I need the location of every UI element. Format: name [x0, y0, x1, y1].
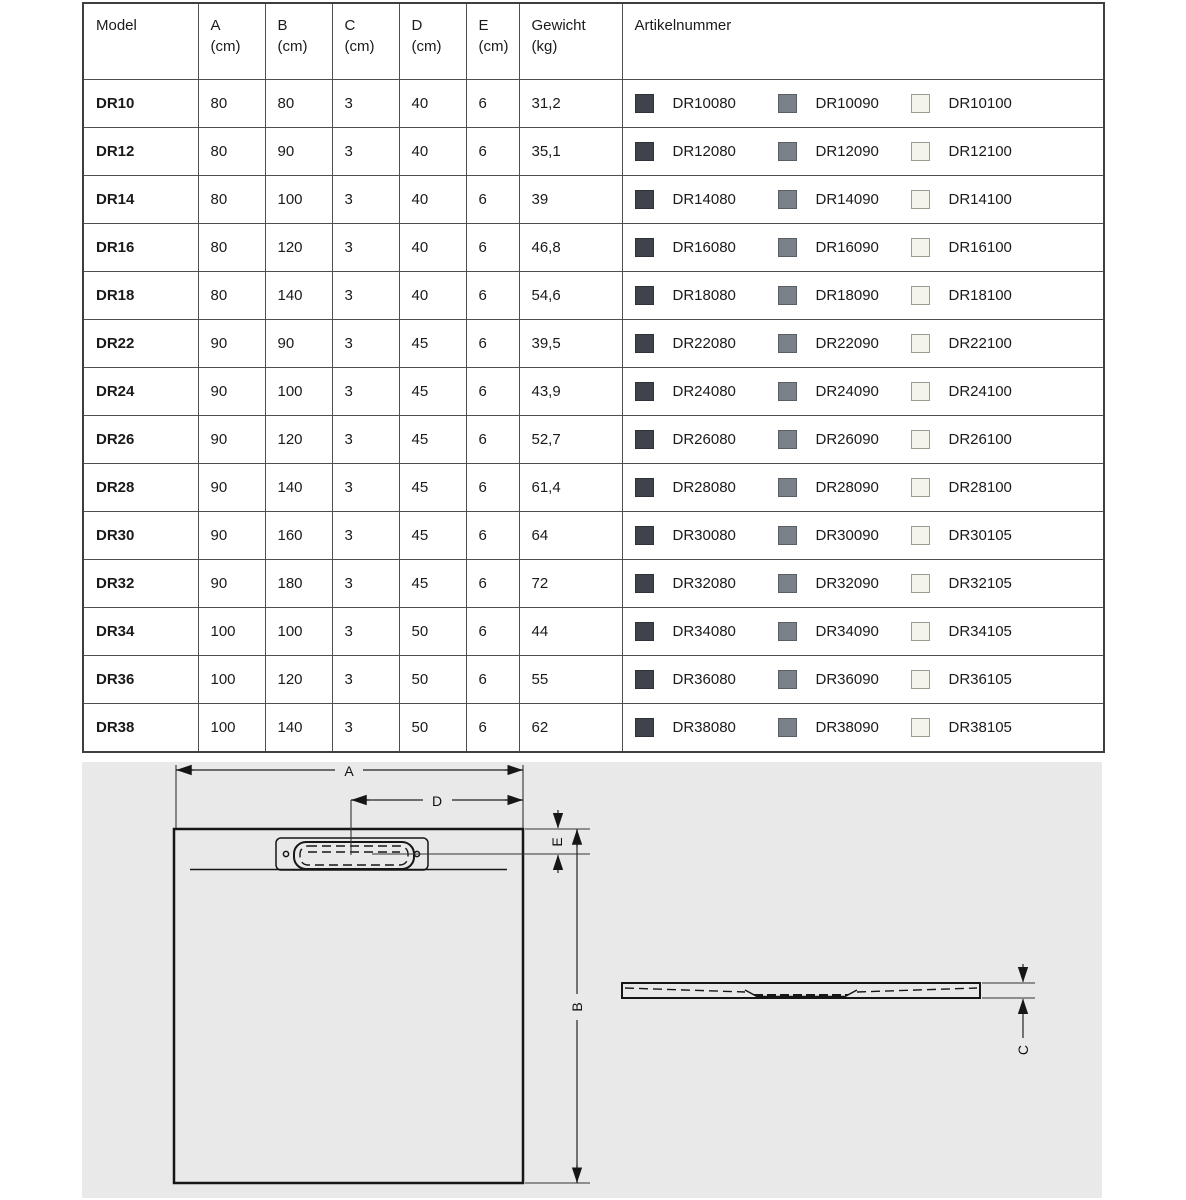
gray-color-swatch-icon [778, 718, 797, 737]
dim-e-cell: 6 [466, 128, 519, 176]
profile-slope-left [625, 988, 745, 992]
technical-drawing-panel [82, 762, 1102, 1198]
model-cell: DR24 [83, 368, 198, 416]
white-color-swatch-icon [911, 94, 930, 113]
article-cell [622, 128, 1104, 176]
article-item [911, 190, 1012, 209]
article-item [778, 142, 911, 161]
article-item [778, 190, 911, 209]
article-list [635, 142, 1104, 161]
article-item [778, 718, 911, 737]
article-list [635, 382, 1104, 401]
article-number: DR28090 [815, 479, 879, 496]
dim-e-cell: 6 [466, 368, 519, 416]
dim-e-cell: 6 [466, 464, 519, 512]
article-item [911, 286, 1012, 305]
article-cell [622, 416, 1104, 464]
dim-b-cell: 140 [265, 272, 332, 320]
dim-d-cell: 40 [399, 128, 466, 176]
article-number: DR22090 [815, 335, 879, 352]
article-cell [622, 320, 1104, 368]
weight-cell: 43,9 [519, 368, 622, 416]
col-header-weight: Gewicht (kg) [519, 3, 622, 80]
drain-screw-left-icon [283, 851, 288, 856]
dim-d-cell: 50 [399, 704, 466, 753]
dim-c-cell: 3 [332, 416, 399, 464]
spec-table-header [83, 3, 1104, 80]
anthracite-color-swatch-icon [635, 718, 654, 737]
article-number: DR16080 [672, 239, 736, 256]
model-cell: DR16 [83, 224, 198, 272]
col-header-b: B (cm) [265, 3, 332, 80]
article-cell [622, 512, 1104, 560]
model-cell: DR26 [83, 416, 198, 464]
dim-label-d: D [431, 793, 443, 809]
white-color-swatch-icon [911, 718, 930, 737]
spec-table-body [83, 80, 1104, 753]
dim-c-cell: 3 [332, 512, 399, 560]
article-item [635, 622, 778, 641]
article-list [635, 334, 1104, 353]
dim-d-cell: 45 [399, 368, 466, 416]
article-number: DR36090 [815, 671, 879, 688]
article-number: DR16100 [948, 239, 1012, 256]
gray-color-swatch-icon [778, 94, 797, 113]
dim-label-e: E [549, 837, 565, 847]
article-item [911, 238, 1012, 257]
table-row [83, 560, 1104, 608]
anthracite-color-swatch-icon [635, 238, 654, 257]
white-color-swatch-icon [911, 238, 930, 257]
dim-c-cell: 3 [332, 704, 399, 753]
dim-a-cell: 80 [198, 128, 265, 176]
article-item [778, 670, 911, 689]
model-cell: DR32 [83, 560, 198, 608]
article-number: DR10100 [948, 95, 1012, 112]
article-item [911, 334, 1012, 353]
weight-cell: 52,7 [519, 416, 622, 464]
spec-table [82, 2, 1105, 753]
gray-color-swatch-icon [778, 574, 797, 593]
article-item [911, 94, 1012, 113]
dim-b-cell: 100 [265, 608, 332, 656]
dim-e-cell: 6 [466, 704, 519, 753]
article-item [635, 286, 778, 305]
dim-a-cell: 90 [198, 320, 265, 368]
weight-cell: 54,6 [519, 272, 622, 320]
drain-cover-dashed [300, 846, 408, 865]
col-header-a: A (cm) [198, 3, 265, 80]
article-item [911, 382, 1012, 401]
table-row [83, 128, 1104, 176]
dim-a-cell: 80 [198, 80, 265, 128]
dim-c-cell: 3 [332, 80, 399, 128]
dim-b-cell: 120 [265, 416, 332, 464]
dim-label-b: B [569, 1002, 585, 1012]
article-number: DR34080 [672, 623, 736, 640]
white-color-swatch-icon [911, 334, 930, 353]
article-number: DR12100 [948, 143, 1012, 160]
article-cell [622, 368, 1104, 416]
dim-b-cell: 140 [265, 464, 332, 512]
header-row [83, 3, 1104, 80]
article-number: DR30080 [672, 527, 736, 544]
technical-drawing [82, 762, 1102, 1198]
article-number: DR36105 [948, 671, 1012, 688]
article-number: DR38080 [672, 719, 736, 736]
table-row [83, 80, 1104, 128]
article-number: DR22100 [948, 335, 1012, 352]
article-item [778, 430, 911, 449]
dim-b-cell: 160 [265, 512, 332, 560]
gray-color-swatch-icon [778, 238, 797, 257]
dim-c-cell: 3 [332, 128, 399, 176]
anthracite-color-swatch-icon [635, 190, 654, 209]
dim-a-cell: 90 [198, 464, 265, 512]
gray-color-swatch-icon [778, 382, 797, 401]
dim-b-cell: 90 [265, 320, 332, 368]
article-number: DR32105 [948, 575, 1012, 592]
table-row [83, 608, 1104, 656]
article-list [635, 718, 1104, 737]
anthracite-color-swatch-icon [635, 334, 654, 353]
article-item [635, 190, 778, 209]
article-cell [622, 176, 1104, 224]
gray-color-swatch-icon [778, 670, 797, 689]
gray-color-swatch-icon [778, 286, 797, 305]
anthracite-color-swatch-icon [635, 286, 654, 305]
article-item [911, 718, 1012, 737]
weight-cell: 39,5 [519, 320, 622, 368]
dim-c-cell: 3 [332, 656, 399, 704]
article-item [911, 574, 1012, 593]
anthracite-color-swatch-icon [635, 382, 654, 401]
dim-a-cell: 100 [198, 704, 265, 753]
article-item [635, 142, 778, 161]
weight-cell: 64 [519, 512, 622, 560]
weight-cell: 62 [519, 704, 622, 753]
article-item [635, 334, 778, 353]
dim-e-cell: 6 [466, 560, 519, 608]
article-item [778, 526, 911, 545]
dim-d-cell: 50 [399, 656, 466, 704]
tray-outline [174, 829, 523, 1183]
dim-d-cell: 50 [399, 608, 466, 656]
article-number: DR14080 [672, 191, 736, 208]
article-number: DR10080 [672, 95, 736, 112]
dim-e-cell: 6 [466, 80, 519, 128]
article-number: DR32090 [815, 575, 879, 592]
article-number: DR26100 [948, 431, 1012, 448]
article-item [635, 670, 778, 689]
dim-b-cell: 120 [265, 656, 332, 704]
article-item [778, 334, 911, 353]
model-cell: DR38 [83, 704, 198, 753]
article-number: DR30105 [948, 527, 1012, 544]
article-number: DR16090 [815, 239, 879, 256]
model-cell: DR14 [83, 176, 198, 224]
gray-color-swatch-icon [778, 526, 797, 545]
article-item [778, 94, 911, 113]
article-number: DR30090 [815, 527, 879, 544]
dim-e-cell: 6 [466, 512, 519, 560]
article-number: DR12090 [815, 143, 879, 160]
article-number: DR28080 [672, 479, 736, 496]
weight-cell: 35,1 [519, 128, 622, 176]
article-item [911, 142, 1012, 161]
col-header-articlenumber: Artikelnummer [622, 3, 1104, 80]
dim-a-cell: 100 [198, 608, 265, 656]
dim-a-cell: 80 [198, 176, 265, 224]
dim-a-cell: 90 [198, 368, 265, 416]
dim-a-cell: 90 [198, 560, 265, 608]
article-item [635, 94, 778, 113]
anthracite-color-swatch-icon [635, 142, 654, 161]
article-item [635, 526, 778, 545]
profile-slope-right [857, 988, 977, 992]
top-view-drawing [174, 763, 590, 1183]
article-list [635, 238, 1104, 257]
dim-c-cell: 3 [332, 176, 399, 224]
white-color-swatch-icon [911, 382, 930, 401]
table-row [83, 368, 1104, 416]
article-cell [622, 224, 1104, 272]
dim-e-cell: 6 [466, 320, 519, 368]
table-row [83, 272, 1104, 320]
dim-c-cell: 3 [332, 560, 399, 608]
article-number: DR10090 [815, 95, 879, 112]
dim-e-cell: 6 [466, 416, 519, 464]
dim-c-cell: 3 [332, 320, 399, 368]
dim-b-cell: 80 [265, 80, 332, 128]
dim-a-cell: 100 [198, 656, 265, 704]
table-row [83, 704, 1104, 753]
article-item [778, 238, 911, 257]
model-cell: DR30 [83, 512, 198, 560]
anthracite-color-swatch-icon [635, 478, 654, 497]
article-item [911, 526, 1012, 545]
table-row [83, 464, 1104, 512]
dim-c-cell: 3 [332, 608, 399, 656]
article-number: DR22080 [672, 335, 736, 352]
weight-cell: 44 [519, 608, 622, 656]
article-cell [622, 704, 1104, 753]
dim-c-cell: 3 [332, 368, 399, 416]
article-list [635, 478, 1104, 497]
dim-label-c: C [1015, 1044, 1031, 1056]
article-list [635, 526, 1104, 545]
article-item [778, 574, 911, 593]
side-view-drawing [622, 964, 1035, 1055]
dim-c-cell: 3 [332, 464, 399, 512]
table-row [83, 320, 1104, 368]
weight-cell: 61,4 [519, 464, 622, 512]
article-number: DR24100 [948, 383, 1012, 400]
dim-e-cell: 6 [466, 656, 519, 704]
dim-a-cell: 90 [198, 512, 265, 560]
article-number: DR24090 [815, 383, 879, 400]
article-item [911, 478, 1012, 497]
dim-c-cell: 3 [332, 272, 399, 320]
dim-a-cell: 80 [198, 272, 265, 320]
model-cell: DR36 [83, 656, 198, 704]
article-list [635, 190, 1104, 209]
dim-b-cell: 120 [265, 224, 332, 272]
article-cell [622, 80, 1104, 128]
article-cell [622, 656, 1104, 704]
article-cell [622, 560, 1104, 608]
article-number: DR14100 [948, 191, 1012, 208]
white-color-swatch-icon [911, 478, 930, 497]
anthracite-color-swatch-icon [635, 94, 654, 113]
weight-cell: 55 [519, 656, 622, 704]
weight-cell: 72 [519, 560, 622, 608]
dim-c-cell: 3 [332, 224, 399, 272]
article-item [635, 430, 778, 449]
article-item [778, 478, 911, 497]
article-number: DR28100 [948, 479, 1012, 496]
model-cell: DR28 [83, 464, 198, 512]
dim-d-cell: 40 [399, 176, 466, 224]
dim-e-cell: 6 [466, 224, 519, 272]
article-number: DR24080 [672, 383, 736, 400]
model-cell: DR10 [83, 80, 198, 128]
dim-b-cell: 100 [265, 368, 332, 416]
article-item [635, 478, 778, 497]
article-number: DR18090 [815, 287, 879, 304]
dim-d-cell: 40 [399, 224, 466, 272]
article-cell [622, 272, 1104, 320]
dim-e-cell: 6 [466, 272, 519, 320]
article-item [911, 622, 1012, 641]
article-number: DR38105 [948, 719, 1012, 736]
model-cell: DR18 [83, 272, 198, 320]
article-item [778, 382, 911, 401]
dim-d-cell: 45 [399, 464, 466, 512]
model-cell: DR22 [83, 320, 198, 368]
weight-cell: 31,2 [519, 80, 622, 128]
table-row [83, 656, 1104, 704]
dim-b-cell: 180 [265, 560, 332, 608]
article-number: DR26090 [815, 431, 879, 448]
article-number: DR26080 [672, 431, 736, 448]
dim-b-cell: 140 [265, 704, 332, 753]
model-cell: DR34 [83, 608, 198, 656]
weight-cell: 46,8 [519, 224, 622, 272]
article-number: DR12080 [672, 143, 736, 160]
dim-b-cell: 90 [265, 128, 332, 176]
dim-d-cell: 40 [399, 272, 466, 320]
article-list [635, 622, 1104, 641]
dim-e-cell: 6 [466, 176, 519, 224]
article-item [635, 574, 778, 593]
white-color-swatch-icon [911, 670, 930, 689]
dim-a-cell: 80 [198, 224, 265, 272]
article-number: DR14090 [815, 191, 879, 208]
anthracite-color-swatch-icon [635, 670, 654, 689]
article-cell [622, 608, 1104, 656]
article-item [635, 382, 778, 401]
article-number: DR38090 [815, 719, 879, 736]
white-color-swatch-icon [911, 622, 930, 641]
article-item [911, 430, 1012, 449]
model-cell: DR12 [83, 128, 198, 176]
article-item [778, 622, 911, 641]
white-color-swatch-icon [911, 526, 930, 545]
gray-color-swatch-icon [778, 430, 797, 449]
article-number: DR36080 [672, 671, 736, 688]
article-number: DR34105 [948, 623, 1012, 640]
article-item [778, 286, 911, 305]
gray-color-swatch-icon [778, 334, 797, 353]
article-item [635, 238, 778, 257]
col-header-c: C (cm) [332, 3, 399, 80]
white-color-swatch-icon [911, 430, 930, 449]
article-list [635, 94, 1104, 113]
article-number: DR18100 [948, 287, 1012, 304]
white-color-swatch-icon [911, 190, 930, 209]
article-number: DR18080 [672, 287, 736, 304]
gray-color-swatch-icon [778, 190, 797, 209]
col-header-model: Model [83, 3, 198, 80]
table-row [83, 176, 1104, 224]
dim-d-cell: 40 [399, 80, 466, 128]
dim-d-cell: 45 [399, 416, 466, 464]
col-header-d: D (cm) [399, 3, 466, 80]
dim-d-cell: 45 [399, 560, 466, 608]
white-color-swatch-icon [911, 574, 930, 593]
dim-b-cell: 100 [265, 176, 332, 224]
dim-a-cell: 90 [198, 416, 265, 464]
article-item [911, 670, 1012, 689]
anthracite-color-swatch-icon [635, 622, 654, 641]
anthracite-color-swatch-icon [635, 430, 654, 449]
article-cell [622, 464, 1104, 512]
dim-e-cell: 6 [466, 608, 519, 656]
article-list [635, 286, 1104, 305]
anthracite-color-swatch-icon [635, 574, 654, 593]
gray-color-swatch-icon [778, 478, 797, 497]
article-list [635, 574, 1104, 593]
gray-color-swatch-icon [778, 142, 797, 161]
table-row [83, 416, 1104, 464]
table-row [83, 512, 1104, 560]
article-number: DR34090 [815, 623, 879, 640]
dim-label-a: A [344, 763, 354, 779]
article-item [635, 718, 778, 737]
white-color-swatch-icon [911, 286, 930, 305]
white-color-swatch-icon [911, 142, 930, 161]
weight-cell: 39 [519, 176, 622, 224]
anthracite-color-swatch-icon [635, 526, 654, 545]
dim-d-cell: 45 [399, 320, 466, 368]
dim-d-cell: 45 [399, 512, 466, 560]
article-list [635, 430, 1104, 449]
table-row [83, 224, 1104, 272]
gray-color-swatch-icon [778, 622, 797, 641]
article-list [635, 670, 1104, 689]
col-header-e: E (cm) [466, 3, 519, 80]
article-number: DR32080 [672, 575, 736, 592]
